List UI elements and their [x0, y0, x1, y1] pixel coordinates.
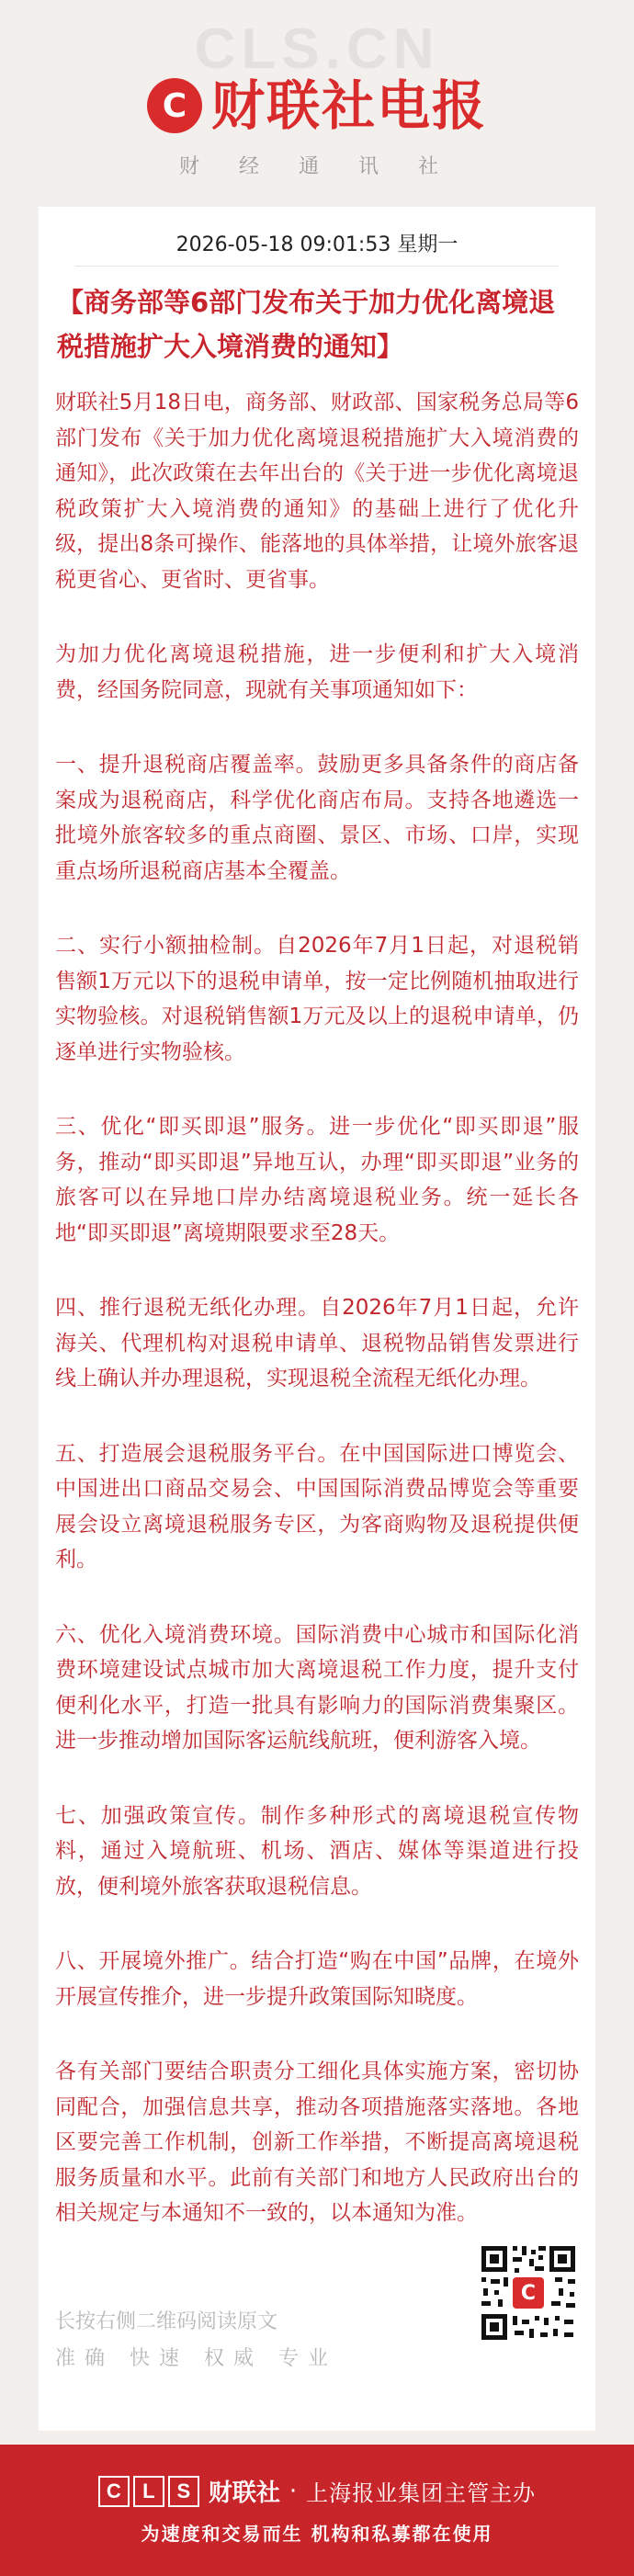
paragraph: 五、打造展会退税服务平台。在中国国际进口博览会、中国进出口商品交易会、中国国际消费品博览会等重要展会设立离境退税服务专区，为客商购物及退税提供便利。: [55, 1441, 579, 1572]
paragraph: 七、加强政策宣传。制作多种形式的离境退税宣传物料，通过入境航班、机场、酒店、媒体等渠道进行投放，便利境外旅客获取退税信息。: [55, 1803, 579, 1899]
footer: [0, 2445, 634, 2576]
cls-logo-icon: C: [147, 78, 202, 133]
paragraph: 三、优化“即买即退”服务。进一步优化“即买即退”服务，推动“即买即退”异地互认，办理“即买即退”业务的旅客可以在异地口岸办结离境退税业务。统一延长各地“即买即退”离境期限要求至28天。: [55, 1115, 579, 1245]
footer-brand-row: [0, 2474, 634, 2508]
svg-text:C: C: [520, 2282, 537, 2305]
brand-name: 财联社电报: [210, 74, 487, 137]
article-body: [55, 385, 579, 2271]
paragraph: 二、实行小额抽检制。自2026年7月1日起，对退税销售额1万元以下的退税申请单，按一定比例随机抽取进行实物验核。对退税销售额1万元及以上的退税申请单，仍逐单进行实物验核。: [55, 934, 579, 1064]
article-title: 【商务部等6部门发布关于加力优化离境退税措施扩大入境消费的通知】: [57, 287, 556, 362]
footer-host: 上海报业集团主管主办: [306, 2480, 537, 2506]
masthead: [0, 74, 634, 179]
footer-slogan: 为速度和交易而生 机构和私募都在使用: [141, 2523, 493, 2545]
cls-letter: L: [133, 2476, 164, 2507]
paragraph: 四、推行退税无纸化办理。自2026年7月1日起，允许海关、代理机构对退税申请单、退税物品销售发票进行线上确认并办理退税，实现退税全流程无纸化办理。: [55, 1296, 579, 1390]
qr-code-icon[interactable]: [478, 2242, 579, 2343]
divider: [75, 266, 559, 267]
paragraph: 财联社5月18日电，商务部、财政部、国家税务总局等6部门发布《关于加力优化离境退税措施扩大入境消费的通知》，此次政策在去年出台的《关于进一步优化离境退税政策扩大入境消费的通知》的基础上进行了优化升级，提出8条可操作、能落地的具体举措，让境外旅客退税更省心、更省时、更省事。: [55, 391, 579, 592]
publish-datetime: 2026-05-18 09:01:53 星期一: [175, 233, 459, 256]
qr-prompt: 长按右侧二维码阅读原文: [55, 2310, 278, 2333]
paragraph: 为加力优化离境退税措施，进一步便利和扩大入境消费，经国务院同意，现就有关事项通知如下：: [55, 642, 579, 702]
article-card: [39, 207, 595, 2431]
qr-code-graphic: [478, 2242, 579, 2343]
cls-letter: C: [98, 2476, 130, 2507]
paragraph: 各有关部门要结合职责分工细化具体实施方案，密切协同配合，加强信息共享，推动各项措施落实落地。各地区要完善工作机制，创新工作举措，不断提高离境退税服务质量和水平。此前有关部门和地方人民政府出台的相关规定与本通知不一致的，以本通知为准。: [55, 2060, 579, 2225]
cls-letter-logo: [98, 2476, 199, 2507]
brand-subtitle: 财 经 通 讯 社: [179, 155, 455, 178]
cls-letter: S: [168, 2476, 199, 2507]
qr-tags: 准确 快速 权威 专业: [55, 2347, 337, 2370]
paragraph: 一、提升退税商店覆盖率。鼓励更多具备条件的商店备案成为退税商店，科学优化商店布局。支持各地遴选一批境外旅客较多的重点商圈、景区、市场、口岸，实现重点场所退税商店基本全覆盖。: [55, 753, 579, 883]
qr-caption: [55, 2304, 337, 2377]
cls-watermark: CLS.CN: [194, 17, 440, 81]
paragraph: 六、优化入境消费环境。国际消费中心城市和国际化消费环境建设试点城市加大离境退税工作力度，提升支付便利化水平，打造一批具有影响力的国际消费集聚区。进一步推动增加国际客运航线航班，便利游客入境。: [55, 1622, 579, 1753]
footer-separator: ·: [289, 2477, 298, 2505]
paragraph: 八、开展境外推广。结合打造“购在中国”品牌，在境外开展宣传推介，进一步提升政策国际知晓度。: [55, 1949, 579, 2009]
footer-brand: 财联社: [208, 2480, 280, 2507]
brand-row: [147, 74, 487, 138]
